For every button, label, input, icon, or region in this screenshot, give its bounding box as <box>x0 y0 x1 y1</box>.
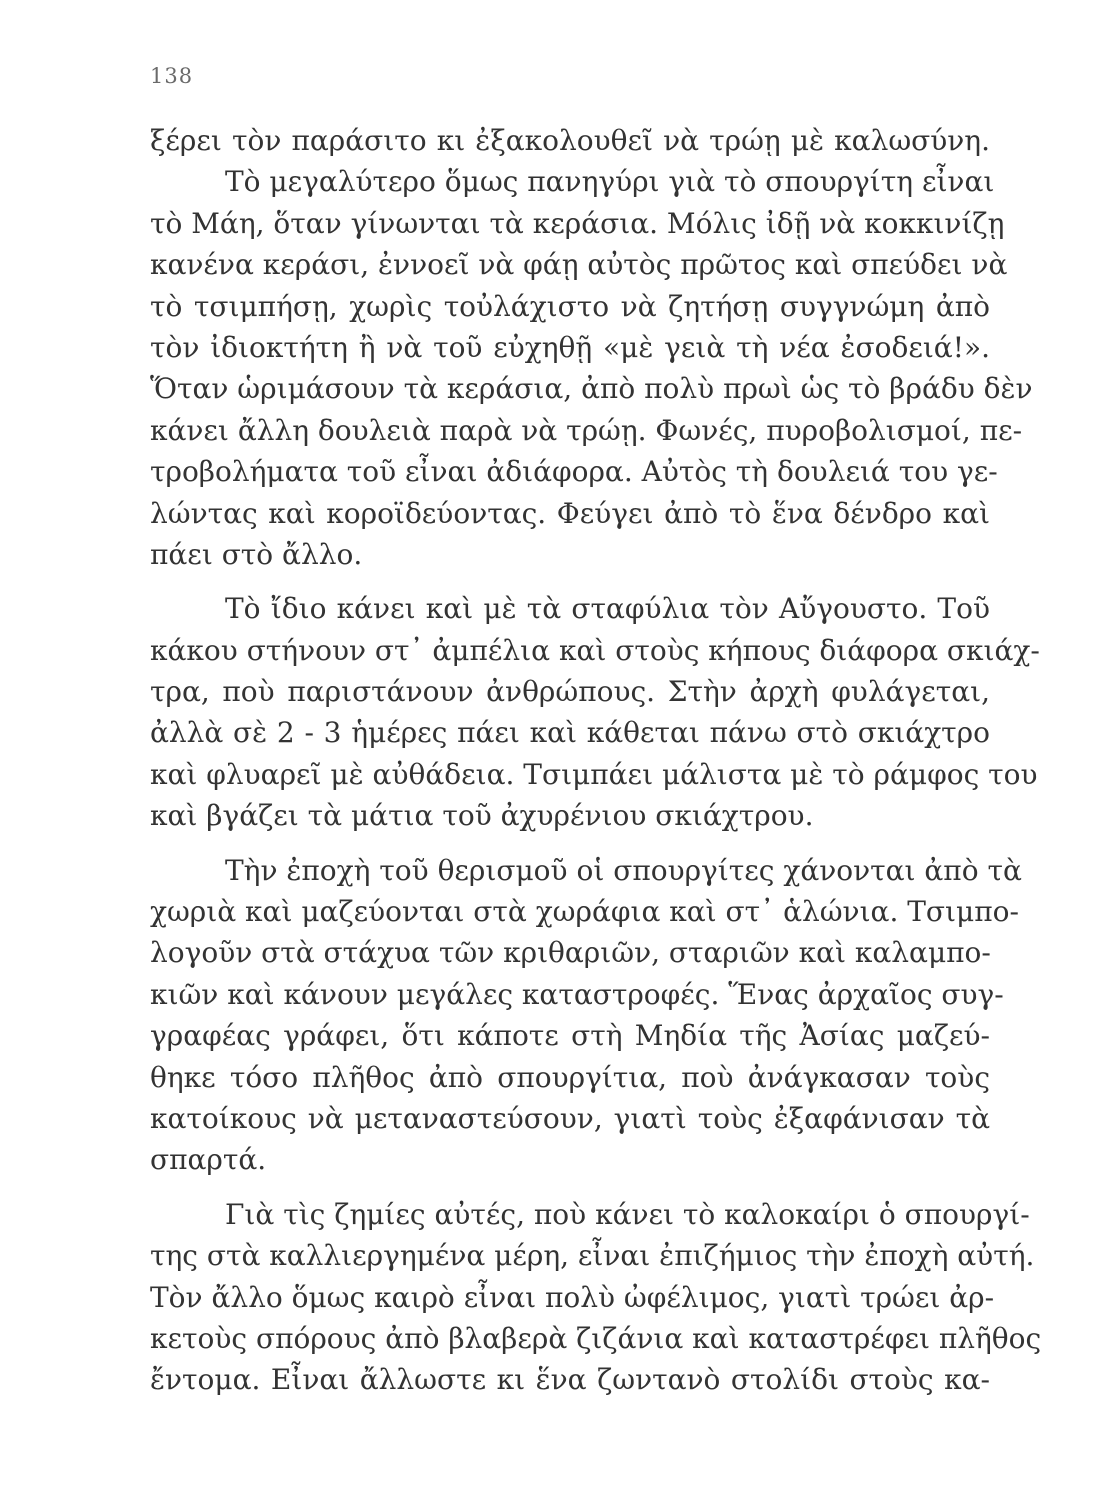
paragraph <box>150 850 1022 1181</box>
text-line: Γιὰ τὶς ζημίες αὐτές, ποὺ κάνει τὸ καλοκαίρι ὁ σπουργί- <box>225 1197 1030 1231</box>
text-line: τρα, ποὺ παριστάνουν ἀνθρώπους. Στὴν ἀρχὴ φυλάγεται, <box>150 675 990 709</box>
text-line: κετοὺς σπόρους ἀπὸ βλαβερὰ ζιζάνια καὶ καταστρέφει πλῆθος <box>150 1321 1042 1355</box>
text-line: Τὸ μεγαλύτερο ὅμως πανηγύρι γιὰ τὸ σπουργίτη εἶναι <box>225 165 995 199</box>
text-line: λογοῦν στὰ στάχυα τῶν κριθαριῶν, σταριῶν καὶ καλαμπο- <box>150 936 991 970</box>
paragraph-gap <box>150 1181 990 1194</box>
text-line: Ὅταν ὡριμάσουν τὰ κεράσια, ἀπὸ πολὺ πρωὶ ὡς τὸ βράδυ δὲν <box>150 372 1033 406</box>
text-line: κατοίκους νὰ μεταναστεύσουν, γιατὶ τοὺς ἐξαφάνισαν τὰ <box>150 1101 990 1135</box>
paragraph-gap <box>150 837 990 850</box>
paragraph <box>150 120 990 161</box>
text-line: καὶ βγάζει τὰ μάτια τοῦ ἀχυρένιου σκιάχτρου. <box>150 799 814 833</box>
body-text <box>150 120 1042 1401</box>
text-line: ἔντομα. Εἶναι ἄλλωστε κι ἕνα ζωντανὸ στολίδι στοὺς κα- <box>150 1363 990 1397</box>
text-line: κάνει ἄλλη δουλειὰ παρὰ νὰ τρώῃ. Φωνές, πυροβολισμοί, πε- <box>150 413 1023 447</box>
text-line: Τὸ ἴδιο κάνει καὶ μὲ τὰ σταφύλια τὸν Αὔγουστο. Τοῦ <box>225 592 990 626</box>
text-line: τὸ Μάη, ὅταν γίνωνται τὰ κεράσια. Μόλις ἰδῇ νὰ κοκκινίζῃ <box>150 206 1005 240</box>
text-line: τὸ τσιμπήσῃ, χωρὶς τοὐλάχιστο νὰ ζητήσῃ συγγνώμη ἀπὸ <box>150 289 990 323</box>
text-line: χωριὰ καὶ μαζεύονται στὰ χωράφια καὶ στ᾽ ἁλώνια. Τσιμπο- <box>150 895 1019 929</box>
text-line: κανένα κεράσι, ἐννοεῖ νὰ φάῃ αὐτὸς πρῶτος καὶ σπεύδει νὰ <box>150 248 1008 282</box>
text-line: κιῶν καὶ κάνουν μεγάλες καταστροφές. Ἕνας ἀρχαῖος συγ- <box>150 977 1004 1011</box>
paragraph <box>150 1194 1042 1401</box>
paragraph-gap <box>150 575 990 588</box>
text-line: Τὴν ἐποχὴ τοῦ θερισμοῦ οἱ σπουργίτες χάνονται ἀπὸ τὰ <box>225 853 1022 887</box>
text-line: της στὰ καλλιεργημένα μέρη, εἶναι ἐπιζήμιος τὴν ἐποχὴ αὐτή. <box>150 1239 1035 1273</box>
paragraph <box>150 161 1033 575</box>
text-line: γραφέας γράφει, ὅτι κάποτε στὴ Μηδία τῆς Ἀσίας μαζεύ- <box>150 1019 990 1053</box>
text-line: τροβολήματα τοῦ εἶναι ἀδιάφορα. Αὐτὸς τὴ δουλειά του γε- <box>150 455 998 489</box>
page-number: 138 <box>150 64 194 88</box>
text-line: κάκου στήνουν στ᾽ ἀμπέλια καὶ στοὺς κήπους διάφορα σκιάχ- <box>150 633 1040 667</box>
text-line: ξέρει τὸν παράσιτο κι ἐξακολουθεῖ νὰ τρώῃ μὲ καλωσύνη. <box>150 124 990 157</box>
text-line: ἀλλὰ σὲ 2 - 3 ἡμέρες πάει καὶ κάθεται πάνω στὸ σκιάχτρο <box>150 716 990 750</box>
text-line: λώντας καὶ κοροϊδεύοντας. Φεύγει ἀπὸ τὸ ἕνα δένδρο καὶ <box>150 496 990 530</box>
text-line: θηκε τόσο πλῆθος ἀπὸ σπουργίτια, ποὺ ἀνάγκασαν τοὺς <box>150 1060 990 1094</box>
text-line: Τὸν ἄλλο ὅμως καιρὸ εἶναι πολὺ ὠφέλιμος, γιατὶ τρώει ἀρ- <box>150 1280 995 1314</box>
text-line: σπαρτά. <box>150 1143 267 1177</box>
text-line: τὸν ἰδιοκτήτη ἢ νὰ τοῦ εὐχηθῇ «μὲ γειὰ τὴ νέα ἐσοδειά!». <box>150 330 990 364</box>
paragraph <box>150 588 1040 836</box>
text-line: καὶ φλυαρεῖ μὲ αὐθάδεια. Τσιμπάει μάλιστα μὲ τὸ ράμφος του <box>150 757 1038 791</box>
text-line: πάει στὸ ἄλλο. <box>150 537 363 571</box>
